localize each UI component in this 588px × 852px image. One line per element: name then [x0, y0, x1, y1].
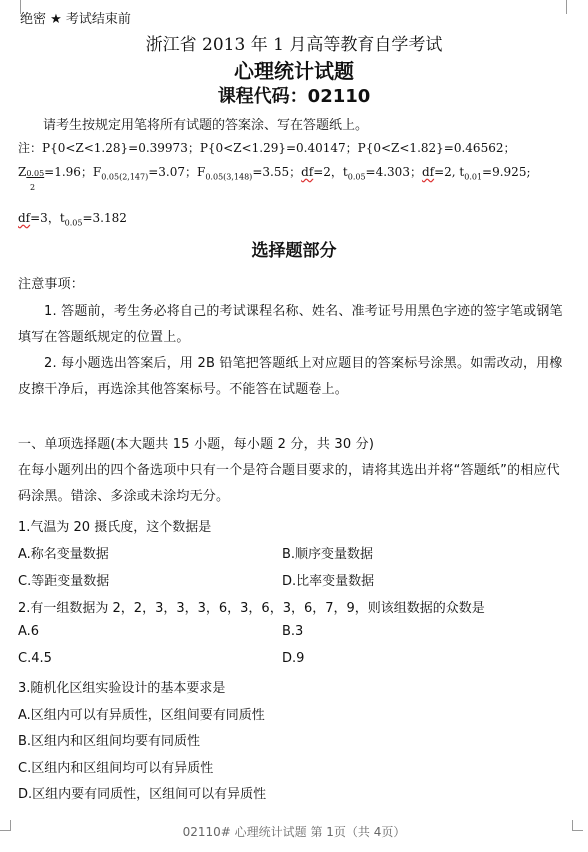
confidential-label: 绝密 ★ 考试结束前: [20, 12, 131, 27]
question-2-option-b: B.3: [282, 624, 304, 639]
crop-mark-top-right: [566, 0, 577, 14]
formula-note-line-1: 注：P{0<Z<1.28}=0.39973；P{0<Z<1.29}=0.40147；P{0<Z<1.82}=0.46562；: [18, 141, 516, 155]
exam-title: 浙江省 2013 年 1 月高等教育自学考试: [145, 35, 443, 55]
question-3-stem: 3.随机化区组实验设计的基本要求是: [18, 681, 226, 696]
question-3-option-d: D.区组内要有同质性，区组间可以有异质性: [18, 787, 267, 802]
question-1-stem: 1.气温为 20 摄氏度，这个数据是: [18, 520, 212, 535]
rule-1: 1. 答题前，考生务必将自己的考试课程名称、姓名、准考证号用黑色字迹的签字笔或钢笔填写在答题纸规定的位置上。: [18, 304, 563, 345]
answer-instruction: 请考生按规定用笔将所有试题的答案涂、写在答题纸上。: [43, 118, 369, 133]
part-description: 在每小题列出的四个备选项中只有一个是符合题目要求的，请将其选出并将“答题纸”的相应代码涂黑。错涂、多涂或未涂均无分。: [18, 463, 560, 504]
question-2-stem: 2.有一组数据为 2，2，3，3，3，6，3，6，3，6，7，9，则该组数据的众数是: [18, 601, 485, 616]
course-code: 课程代码：02110: [217, 86, 371, 107]
section-title: 选择题部分: [251, 241, 337, 261]
question-2-option-a: A.6: [18, 624, 40, 639]
formula-note-line-3: df=3，$t_{0.05}=3.182$: [18, 211, 127, 228]
question-3-option-c: C.区组内和区组间均可以有异质性: [18, 761, 214, 776]
question-1-option-c: C.等距变量数据: [18, 574, 110, 589]
rule-2: 2. 每小题选出答案后，用 2B 铅笔把答题纸上对应题目的答案标号涂黑。如需改动，用橡皮擦干净后，再选涂其他答案标号。不能答在试题卷上。: [18, 356, 563, 397]
question-1-option-b: B.顺序变量数据: [282, 547, 374, 562]
page-footer: 02110# 心理统计试题 第 1页（共 4页）: [182, 825, 406, 839]
question-1-option-a: A.称名变量数据: [18, 547, 109, 562]
subject-title: 心理统计试题: [234, 59, 354, 83]
question-2-option-c: C.4.5: [18, 651, 52, 666]
formula-note-line-2: Z0.05 2 =1.96；$F_{0.05(2,147)}=3.07$；$F_{0.05(3,148)}=3.55$；df=2，$t_{0.05}=4.303$；df=2, $t_{0.01}=9.925$;: [18, 165, 531, 192]
question-1-option-d: D.比率变量数据: [282, 574, 375, 589]
question-2-option-d: D.9: [282, 651, 305, 666]
question-3-option-b: B.区组内和区组间均要有同质性: [18, 734, 201, 749]
part-heading: 一、单项选择题(本大题共 15 小题，每小题 2 分，共 30 分): [18, 437, 375, 452]
z-critical-value: Z0.05 2: [18, 165, 45, 192]
question-3-option-a: A.区组内可以有异质性，区组间要有同质性: [18, 708, 265, 723]
attention-label: 注意事项：: [18, 277, 85, 292]
